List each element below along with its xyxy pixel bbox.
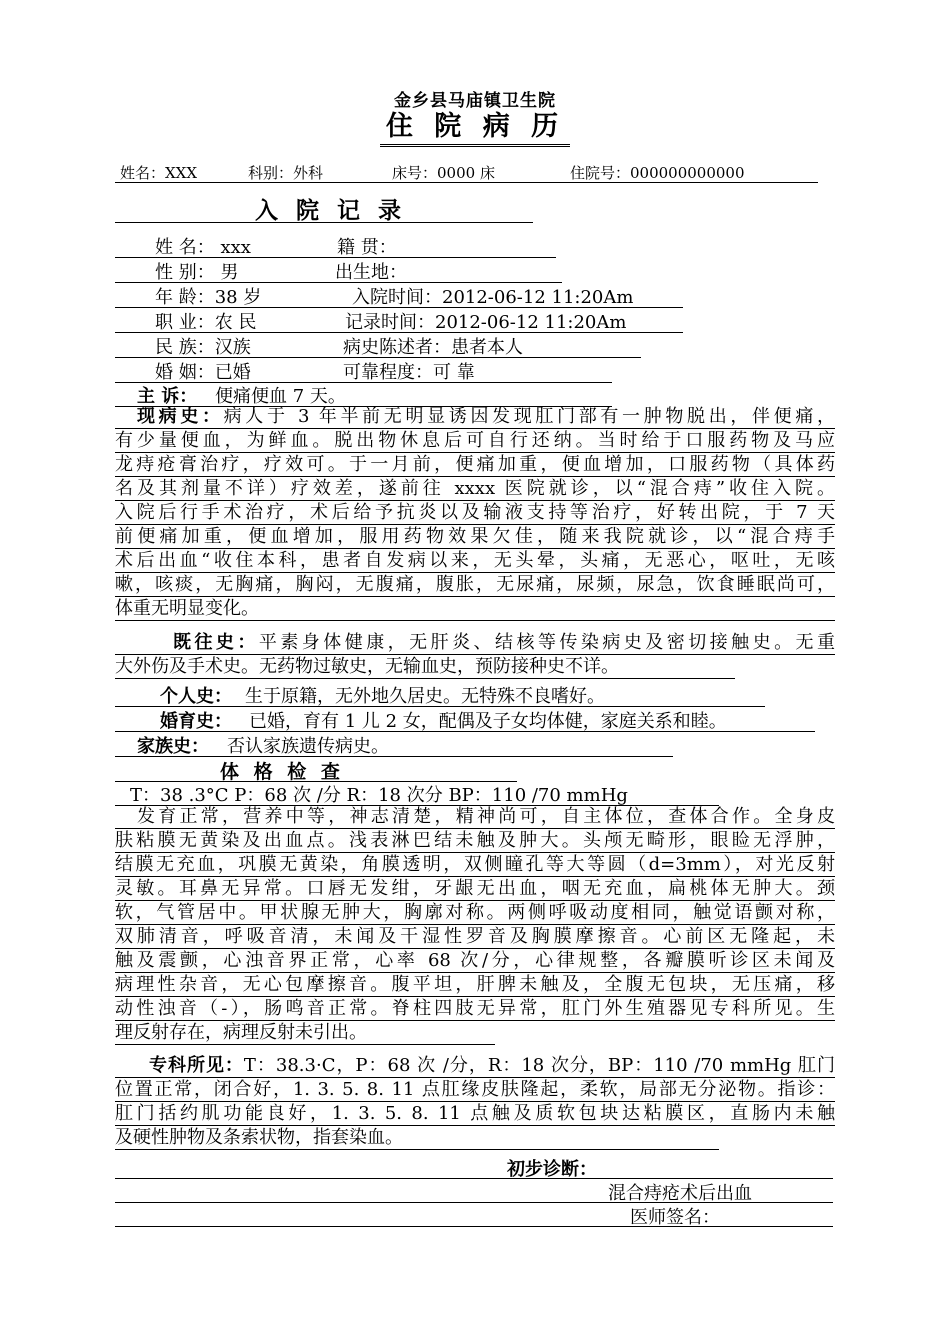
exam-line: 灵敏。耳鼻无异常。口唇无发绀，牙龈无出血，咽无充血，扁桃体无肿大。颈 (115, 878, 835, 899)
field-age: 年 龄：38 岁 (155, 287, 262, 308)
field-admit-time: 入院时间：2012-06-12 11:20Am (352, 287, 634, 308)
exam-line: 双肺清音，呼吸音清，未闻及干湿性罗音及胸膜摩擦音。心前区无隆起，未 (115, 926, 835, 947)
document-title: 住 院 病 历 (380, 110, 570, 145)
past-line: 大外伤及手术史。无药物过敏史，无输血史，预防接种史不详。 (115, 655, 735, 679)
past-label: 既往史： (173, 632, 259, 653)
exam-line: 结膜无充血，巩膜无黄染，角膜透明，双侧瞳孔等大等圆（d=3mm），对光反射 (115, 854, 835, 875)
exam-line: 软，气管居中。甲状腺无肿大，胸廓对称。两侧呼吸动度相同，触觉语颤对称， (115, 902, 835, 923)
exam-line: 触及震颤，心浊音界正常，心率 68 次/分，心律规整，各瓣膜听诊区未闻及 (115, 950, 835, 971)
field-ethnic: 民 族：汉族 (155, 337, 251, 358)
family-text: 否认家族遗传病史。 (227, 736, 389, 757)
present-line: 前便痛加重，便血增加，服用药物效果欠佳，随来我院就诊，以“混合痔手 (115, 526, 835, 547)
info-row-5 (115, 332, 641, 358)
physician-signature-label: 医师签名： (630, 1207, 720, 1228)
marital-label: 婚育史： (160, 711, 232, 732)
signature-row (115, 1202, 833, 1227)
complaint-row (115, 381, 612, 407)
complaint-text: 便痛便血 7 天。 (215, 386, 346, 407)
info-row-2 (115, 257, 562, 283)
present-line: 体重无明显变化。 (115, 597, 835, 621)
exam-title: 体 格 检 查 (220, 761, 344, 783)
field-reliability: 可靠程度：可 靠 (343, 362, 475, 383)
present-line: 入院后行手术治疗，术后给予抗炎以及输液支持等治疗，好转出院，于 7 天 (115, 502, 835, 523)
exam-title-row (115, 756, 517, 782)
present-line: 术后出血“收住本科，患者自发病以来，无头晕，头痛，无恶心，呕吐，无咳 (115, 550, 835, 571)
diagnosis-text: 混合痔疮术后出血 (608, 1183, 752, 1204)
title-underline (380, 146, 570, 147)
marital-text: 已婚，育有 1 儿 2 女，配偶及子女均体健，家庭关系和睦。 (249, 711, 727, 732)
info-row-1 (115, 232, 556, 258)
family-row (115, 731, 673, 757)
exam-line: 理反射存在，病理反射未引出。 (115, 1021, 495, 1045)
exam-line: 动性浊音（-），肠鸣音正常。脊柱四肢无异常，肛门外生殖器见专科所见。生 (115, 998, 835, 1019)
admission-record-title-text: 入 院 记 录 (255, 197, 407, 224)
special-line: 位置正常，闭合好，1. 3. 5. 8. 11 点肛缘皮肤隆起，柔软，局部无分泌物。指诊： (115, 1079, 835, 1100)
header-bed: 床号：0000 床 (392, 164, 495, 182)
present-line: 有少量便血，为鲜血。脱出物休息后可自行还纳。当时给于口服药物及马应 (115, 430, 835, 451)
vitals-text: T：38 .3°C P：68 次 /分 R：18 次分 BP：110 /70 mmHg (130, 785, 628, 806)
patient-info-bar (115, 160, 818, 183)
field-record-time: 记录时间：2012-06-12 11:20Am (345, 312, 627, 333)
past-history (115, 631, 835, 679)
info-row-6 (115, 357, 612, 383)
hospital-name: 金乡县马庙镇卫生院 (394, 91, 556, 111)
exam-line: 发育正常，营养中等，神志清楚，精神尚可，自主体位，查体合作。全身皮 (115, 805, 835, 829)
exam-line: 病理性杂音，无心包摩擦音。腹平坦，肝脾未触及，全腹无包块，无压痛，移 (115, 974, 835, 995)
present-label: 现病史： (137, 406, 224, 427)
header-dept: 科别：外科 (248, 164, 324, 182)
complaint-label: 主 诉： (137, 386, 198, 407)
field-name: 姓 名： xxx (155, 237, 251, 258)
diagnosis-label-row (115, 1154, 833, 1179)
field-birthplace: 出生地： (335, 262, 407, 283)
vitals-row (115, 780, 719, 806)
field-narrator: 病史陈述者：患者本人 (343, 337, 523, 358)
personal-label: 个人史： (160, 686, 232, 707)
personal-text: 生于原籍，无外地久居史。无特殊不良嗜好。 (245, 686, 605, 707)
header-name: 姓名：XXX (120, 164, 198, 182)
admission-record-title (115, 192, 533, 223)
family-label: 家族史： (137, 736, 209, 757)
present-line: 名及其剂量不详）疗效差，遂前往 xxxx 医院就诊，以“混合痔”收住入院。 (115, 478, 835, 499)
special-label: 专科所见： (149, 1055, 244, 1076)
present-line: 病人于 3 年半前无明显诱因发现肛门部有一肿物脱出，伴便痛， (223, 406, 835, 427)
exam-line: 肤粘膜无黄染及出血点。浅表淋巴结未触及肿大。头颅无畸形，眼睑无浮肿， (115, 830, 835, 851)
physical-exam (115, 805, 835, 1045)
present-line: 嗽，咳痰，无胸痛，胸闷，无腹痛，腹胀，无尿痛，尿频，尿急，饮食睡眠尚可， (115, 574, 835, 595)
marital-row (115, 706, 815, 732)
present-line: 龙痔疮膏治疗，疗效可。于一月前，便痛加重，便血增加，口服药物（具体药 (115, 454, 835, 475)
diagnosis-label: 初步诊断： (507, 1159, 597, 1180)
personal-row (115, 681, 765, 707)
field-native: 籍 贯： (337, 237, 397, 258)
present-illness (115, 405, 835, 621)
field-sex: 性 别： 男 (155, 262, 239, 283)
special-line: 肛门括约肌功能良好，1. 3. 5. 8. 11 点触及质软包块达粘膜区，直肠内未触 (115, 1103, 835, 1124)
info-row-3 (115, 282, 683, 308)
header-admission-no: 住院号：000000000000 (570, 164, 745, 182)
special-line: 及硬性肿物及条索状物，指套染血。 (115, 1126, 719, 1150)
field-marriage: 婚 姻：已婚 (155, 362, 251, 383)
past-line: 平素身体健康，无肝炎、结核等传染病史及密切接触史。无重 (258, 632, 836, 653)
special-line: T：38.3·C，P：68 次 /分，R：18 次分，BP：110 /70 mmHg 肛门 (243, 1055, 835, 1076)
specialist-findings (115, 1054, 835, 1150)
field-job: 职 业：农 民 (155, 312, 257, 333)
info-row-4 (115, 307, 683, 333)
diagnosis-text-row (115, 1178, 833, 1203)
